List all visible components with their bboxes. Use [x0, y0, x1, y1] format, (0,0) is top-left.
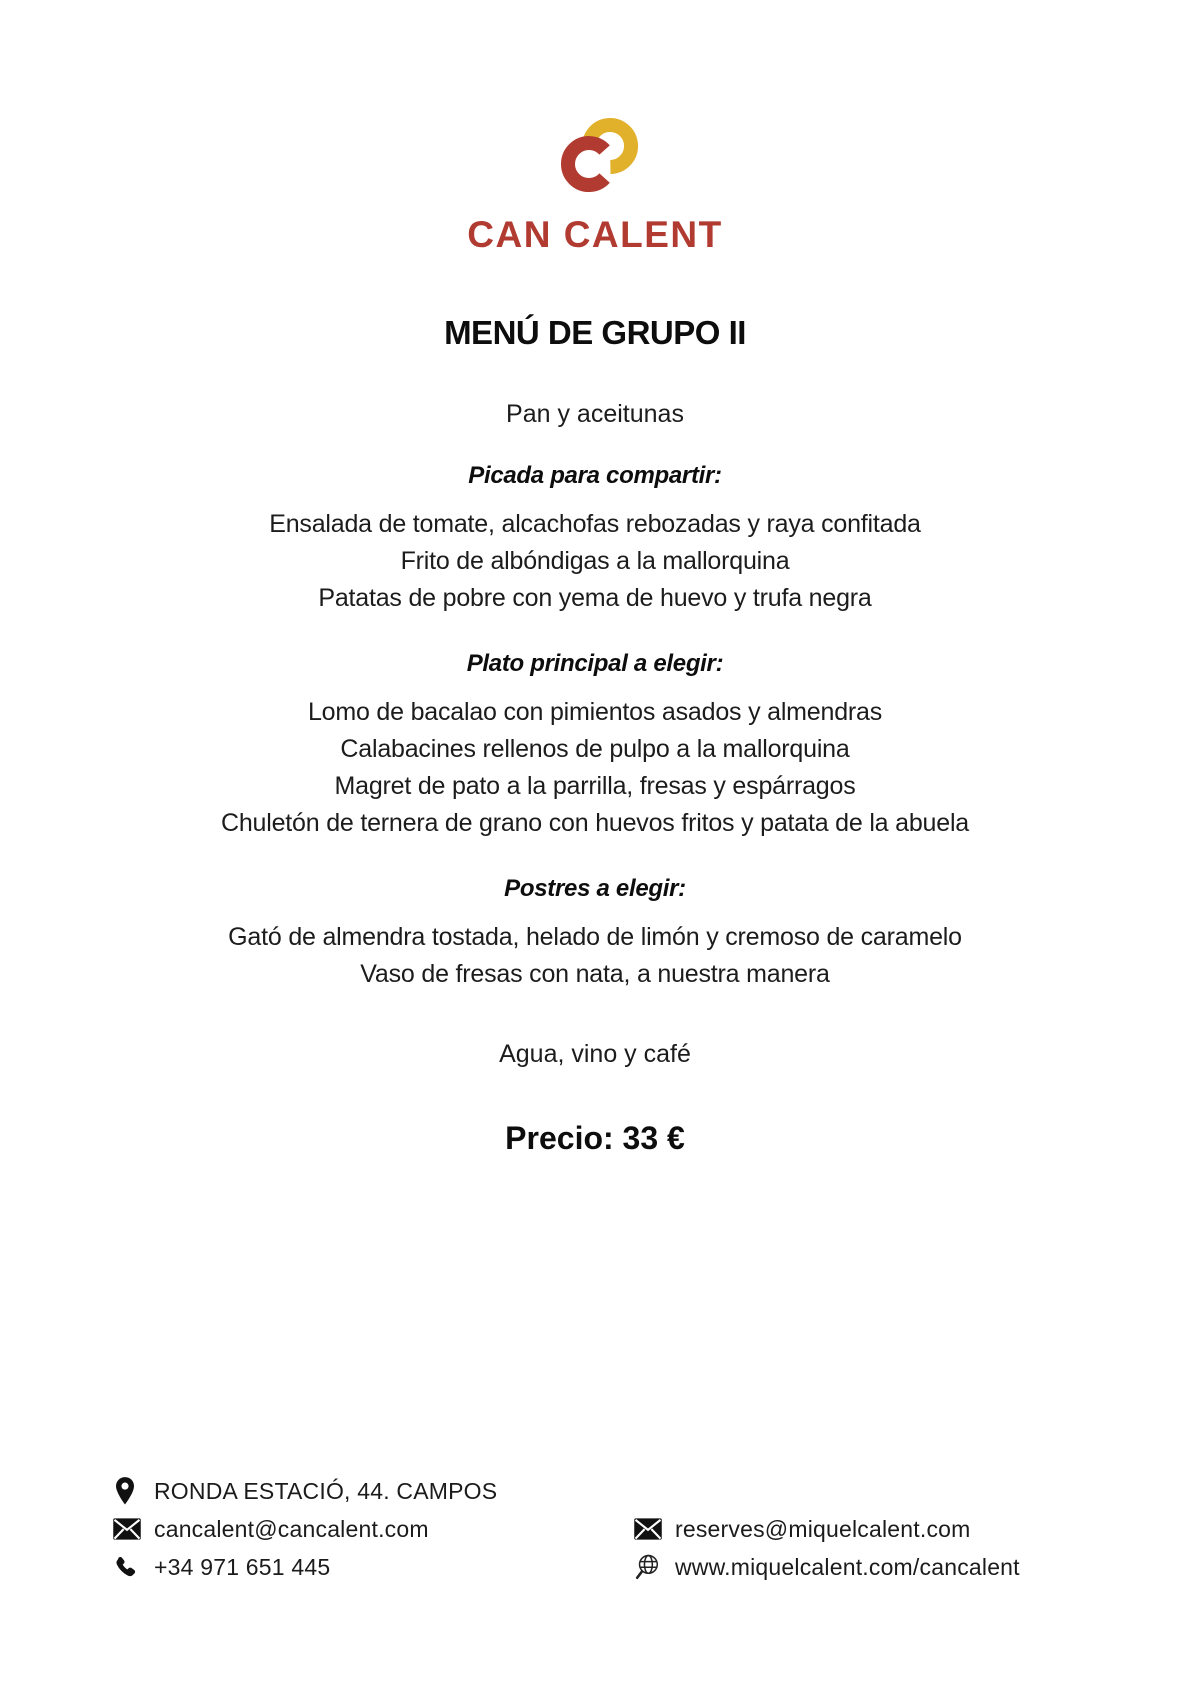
dish-item: Patatas de pobre con yema de huevo y trufa negra [318, 584, 872, 612]
envelope-icon [112, 1514, 144, 1544]
dish-list [0, 506, 1190, 617]
reservations-email-text: reserves@miquelcalent.com [675, 1515, 971, 1542]
dish-item: Calabacines rellenos de pulpo a la mallorquina [340, 735, 850, 763]
footer-contact-left [112, 1476, 497, 1590]
footer-phone-row [112, 1552, 497, 1582]
section-plato-principal [0, 648, 1190, 842]
menu-price: Precio: 33 € [505, 1120, 685, 1156]
starter-item: Pan y aceitunas [506, 400, 684, 428]
section-heading: Postres a elegir: [504, 875, 686, 902]
dish-item: Vaso de fresas con nata, a nuestra manera [360, 960, 830, 988]
footer-contact-right [633, 1514, 1020, 1590]
footer-reservations-row [633, 1514, 1020, 1544]
dish-item: Chuletón de ternera de grano con huevos fritos y patata de la abuela [220, 809, 970, 837]
section-heading: Plato principal a elegir: [466, 650, 724, 677]
footer-address-row [112, 1476, 497, 1506]
dish-item: Magret de pato a la parrilla, fresas y espárragos [334, 772, 856, 800]
dish-list [0, 694, 1190, 842]
page-title: MENÚ DE GRUPO II [444, 314, 746, 351]
dish-item: Lomo de bacalao con pimientos asados y almendras [307, 698, 883, 726]
envelope-icon [633, 1514, 665, 1544]
dish-item: Ensalada de tomate, alcachofas rebozadas y raya confitada [269, 510, 921, 538]
brand-name: CAN CALENT [467, 214, 723, 255]
dish-item: Gató de almendra tostada, helado de limón y cremoso de caramelo [228, 923, 962, 951]
section-picada [0, 460, 1190, 617]
section-postres [0, 873, 1190, 993]
email-text: cancalent@cancalent.com [154, 1515, 429, 1542]
globe-search-icon [633, 1552, 665, 1582]
brand-logo-icon [535, 112, 655, 200]
address-text: RONDA ESTACIÓ, 44. CAMPOS [154, 1477, 498, 1504]
phone-icon [112, 1552, 144, 1582]
dish-list [0, 919, 1190, 993]
footer-website-row [633, 1552, 1020, 1582]
section-heading: Picada para compartir: [468, 462, 722, 489]
phone-text: +34 971 651 445 [154, 1553, 331, 1580]
dish-item: Frito de albóndigas a la mallorquina [400, 547, 790, 575]
location-pin-icon [112, 1476, 144, 1506]
footer-email-row [112, 1514, 497, 1544]
drinks-included: Agua, vino y café [499, 1040, 691, 1068]
website-text: www.miquelcalent.com/cancalent [675, 1553, 1020, 1580]
